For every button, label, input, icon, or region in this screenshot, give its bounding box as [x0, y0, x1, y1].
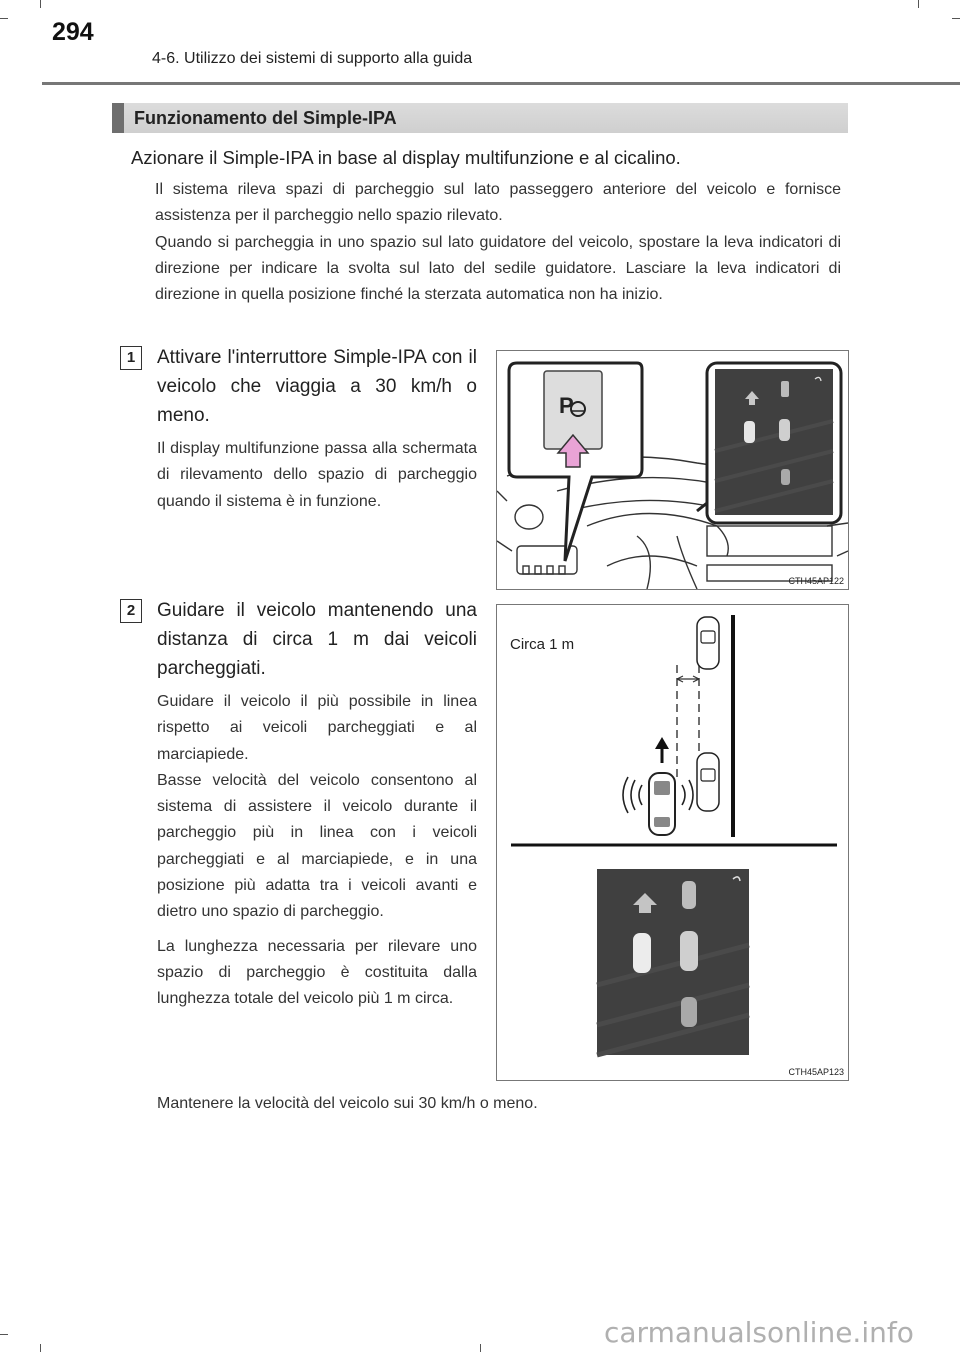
crop-mark	[0, 18, 8, 19]
footer-note: Mantenere la velocità del veicolo sui 30 km/h o meno.	[157, 1095, 538, 1112]
step-1-note-paragraph: Il display multifunzione passa alla schermata di rilevamento dello spazio di parcheggio quando il sistema è in funzione.	[157, 440, 477, 510]
step-number-2: 2	[120, 599, 142, 623]
figure-code: CTH45AP123	[788, 1067, 844, 1077]
step-2-note-paragraph: Basse velocità del veicolo consentono al sistema di assistere il veicolo durante il parcheggio più in linea con i veicoli parcheggiati e al marciapiede, e in una posizione più adatta tra i veicoli avanti e dietro uno spazio di parcheggio.	[157, 771, 477, 921]
section-heading-accent	[112, 103, 124, 133]
step-2-note-paragraph: Guidare il veicolo il più possibile in linea rispetto ai veicoli parcheggiati e al marciapiede.	[157, 693, 477, 763]
crop-mark	[918, 0, 919, 8]
header-rule	[42, 82, 960, 85]
figure-simple-ipa-switch	[496, 350, 849, 590]
intro-note	[155, 177, 841, 308]
figure-code: CTH45AP122	[788, 576, 844, 586]
step-number-1: 1	[120, 346, 142, 370]
distance-label: Circa 1 m	[510, 636, 575, 653]
crop-mark	[0, 1334, 8, 1335]
intro-note-paragraph: Il sistema rileva spazi di parcheggio sul lato passeggero anteriore del veicolo e fornisce assistenza per il parcheggio nello spazio rilevato.	[155, 181, 841, 225]
figure-parking-distance	[496, 604, 849, 1081]
svg-text:P: P	[559, 393, 574, 418]
crop-mark	[952, 18, 960, 19]
section-title: Funzionamento del Simple-IPA	[134, 108, 397, 128]
intro-text: Azionare il Simple-IPA in base al display multifunzione e al cicalino.	[131, 147, 681, 168]
crop-mark	[40, 0, 41, 8]
step-2-notes	[157, 689, 477, 1013]
crop-mark	[40, 1344, 41, 1352]
step-2-title: Guidare il veicolo mantenendo una distanza di circa 1 m dai veicoli parcheggiati.	[157, 600, 477, 679]
chapter-title: 4-6. Utilizzo dei sistemi di supporto alla guida	[152, 50, 473, 67]
step-2-note-paragraph: La lunghezza necessaria per rilevare uno spazio di parcheggio è costituita dalla lunghezza totale del veicolo più 1 m circa.	[157, 937, 477, 1008]
watermark: carmanualsonline.info	[604, 1316, 914, 1349]
page-number: 294	[52, 18, 94, 46]
step-1-note	[157, 436, 477, 515]
step-1-title: Attivare l'interruttore Simple-IPA con il veicolo che viaggia a 30 km/h o meno.	[157, 347, 477, 426]
intro-note-paragraph: Quando si parcheggia in uno spazio sul lato guidatore del veicolo, spostare la leva indicatori di direzione per indicare la svolta sul lato del sedile guidatore. Lasciare la leva indicatori di direzione in quella posizione finché la sterzata automatica non ha inizio.	[155, 233, 841, 304]
crop-mark	[480, 1344, 481, 1352]
